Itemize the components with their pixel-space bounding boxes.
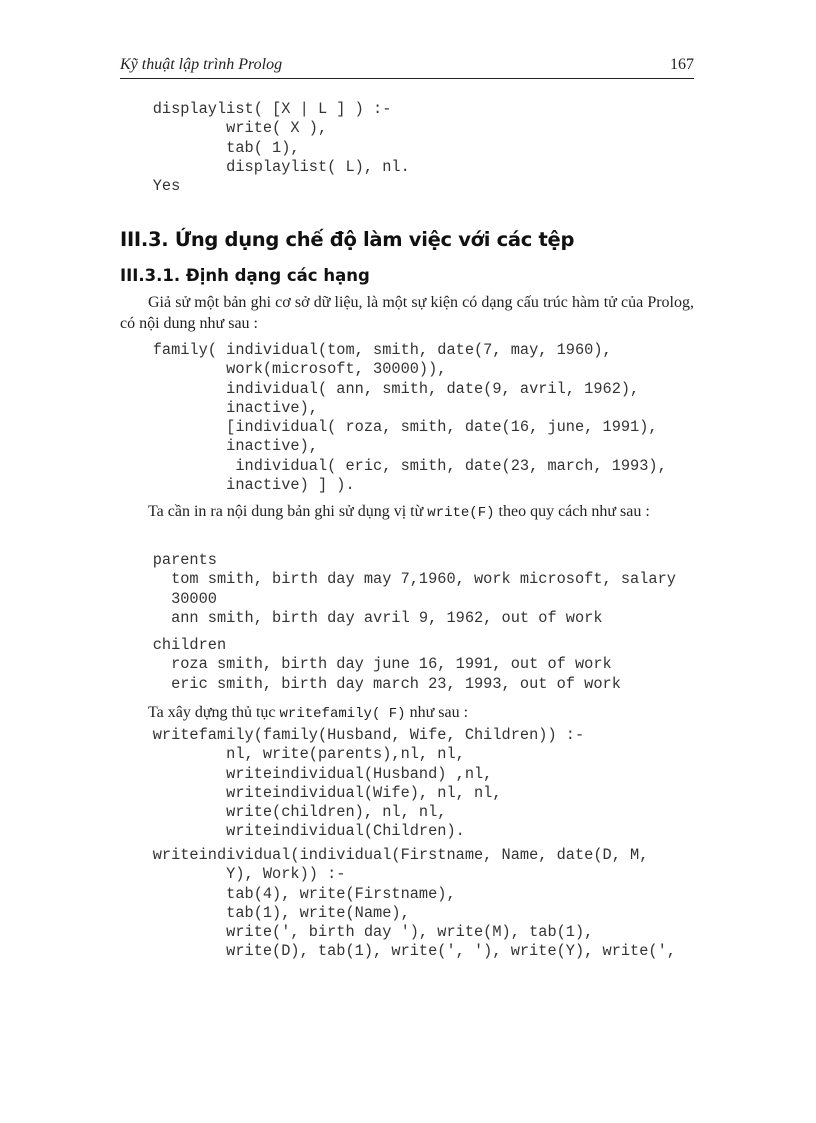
code-family-fact: family( individual(tom, smith, date(7, may, 1960), work(microsoft, 30000)), individual( ann, smith, date(9, avril, 1962), inactive), [individual( roza, smith, date(16, june, 1991), inactive), individual( eric, smith, date(23, march, 1993), inactive) ] ). bbox=[152, 341, 667, 495]
para3-before: Ta xây dựng thủ tục bbox=[148, 704, 280, 721]
code-block-displaylist bbox=[120, 100, 694, 196]
subsection-title: III.3.1. Định dạng các hạng bbox=[120, 266, 370, 285]
page bbox=[120, 52, 694, 79]
para2-after: theo quy cách như sau : bbox=[494, 503, 650, 520]
code-block-parents-output bbox=[120, 551, 694, 628]
section-heading-block bbox=[120, 228, 694, 251]
paragraph-3 bbox=[120, 703, 694, 725]
header-title: Kỹ thuật lập trình Prolog bbox=[120, 56, 283, 73]
para3-after: như sau : bbox=[405, 704, 469, 721]
code-block-family bbox=[120, 341, 694, 495]
page-header bbox=[120, 52, 694, 79]
para2-before: Ta cần in ra nội dung bản ghi sử dụng vị từ bbox=[148, 503, 428, 520]
paragraph-writefamily bbox=[120, 703, 694, 725]
code-block-writefamily bbox=[120, 726, 694, 842]
section-title: III.3. Ứng dụng chế độ làm việc với các tệp bbox=[120, 228, 575, 251]
paragraph-1 bbox=[120, 293, 694, 334]
code-block-writeindividual bbox=[120, 846, 694, 962]
paragraph-2 bbox=[120, 502, 694, 524]
para2-code: write(F) bbox=[427, 505, 495, 521]
para3-code: writefamily( F) bbox=[279, 706, 406, 722]
code-displaylist: displaylist( [X | L ] ) :- write( X ), tab( 1), displaylist( L), nl. Yes bbox=[152, 100, 410, 196]
subsection-heading-block bbox=[120, 266, 694, 285]
paragraph-intro: Giả sử một bản ghi cơ sở dữ liệu, là một sự kiện có dạng cấu trúc hàm tử của Prolog, có nội dung như sau : bbox=[120, 294, 694, 332]
page-number: 167 bbox=[670, 56, 694, 73]
code-block-children-output bbox=[120, 636, 694, 694]
code-writeindividual: writeindividual(individual(Firstname, Name, date(D, M, Y), Work)) :- tab(4), write(Firstname), tab(1), write(Name), write(', birth day '), write(M), tab(1), write(D), tab(1), write(', '), write(Y), write(', bbox=[152, 846, 676, 961]
code-writefamily: writefamily(family(Husband, Wife, Children)) :- nl, write(parents),nl, nl, writeindividual(Husband) ,nl, writeindividual(Wife), nl, nl, write(children), nl, nl, writeindividual(Children). bbox=[152, 726, 585, 841]
code-children-output: children roza smith, birth day june 16, 1991, out of work eric smith, birth day march 23, 1993, out of work bbox=[152, 636, 621, 693]
code-parents-output: parents tom smith, birth day may 7,1960, work microsoft, salary 30000 ann smith, birth day avril 9, 1962, out of work bbox=[152, 551, 676, 627]
paragraph-output-format bbox=[120, 502, 694, 524]
